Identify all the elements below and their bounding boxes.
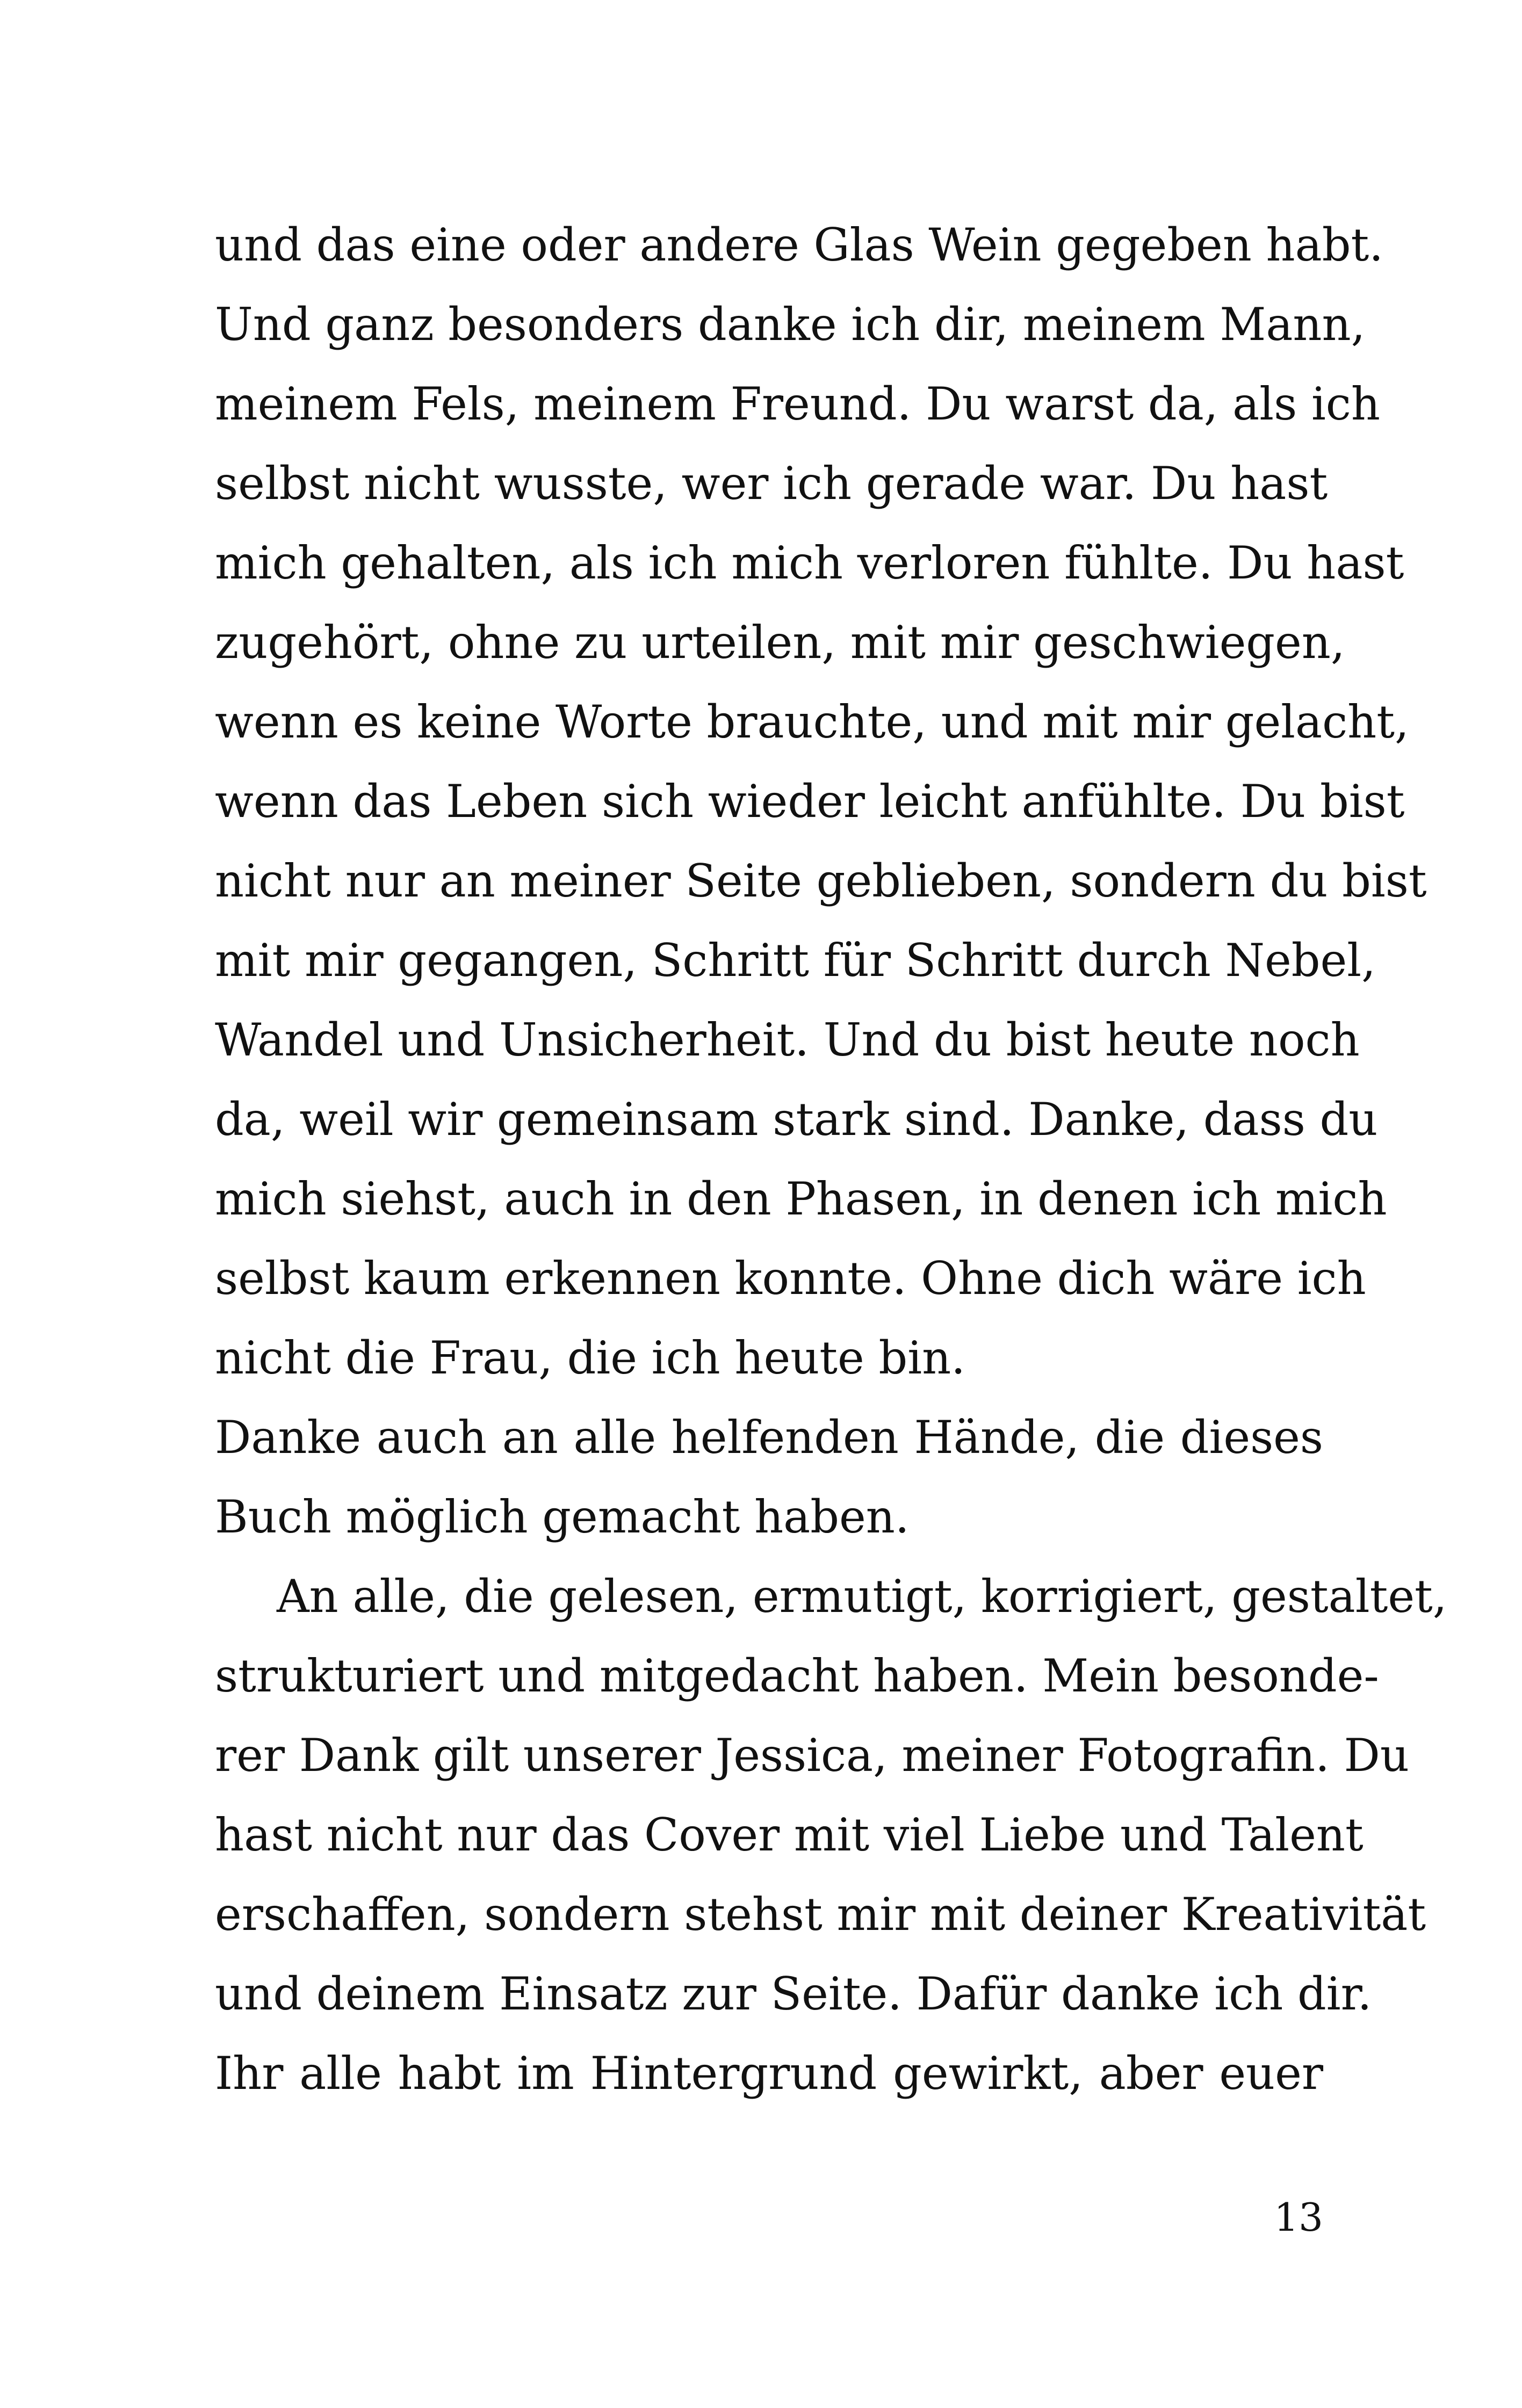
- text-line: zugehört, ohne zu urteilen, mit mir geschwiegen,: [215, 616, 1345, 669]
- text-line: Danke auch an alle helfenden Hände, die dieses: [215, 1411, 1323, 1464]
- text-line: Und ganz besonders danke ich dir, meinem Mann,: [215, 298, 1366, 351]
- text-line: mich siehst, auch in den Phasen, in denen ich mich: [215, 1173, 1387, 1225]
- text-line: An alle, die gelesen, ermutigt, korrigiert, gestaltet,: [277, 1570, 1447, 1623]
- body-text: [215, 205, 1447, 2113]
- text-line: erschaffen, sondern stehst mir mit deiner Kreativität: [215, 1888, 1426, 1941]
- text-line: strukturiert und mitgedacht haben. Mein besonde-: [215, 1650, 1379, 1702]
- text-line: selbst nicht wusste, wer ich gerade war. Du hast: [215, 457, 1328, 510]
- text-line: und das eine oder andere Glas Wein gegeben habt.: [215, 219, 1383, 271]
- text-line: da, weil wir gemeinsam stark sind. Danke, dass du: [215, 1093, 1378, 1146]
- text-line: meinem Fels, meinem Freund. Du warst da, als ich: [215, 378, 1380, 430]
- text-line: und deinem Einsatz zur Seite. Dafür danke ich dir.: [215, 1968, 1372, 2020]
- text-line: wenn das Leben sich wieder leicht anfühlte. Du bist: [215, 775, 1405, 828]
- text-line: nicht nur an meiner Seite geblieben, sondern du bist: [215, 855, 1427, 907]
- text-line: Buch möglich gemacht haben.: [215, 1491, 910, 1543]
- text-line: rer Dank gilt unserer Jessica, meiner Fotografin. Du: [215, 1729, 1410, 1782]
- text-line: mich gehalten, als ich mich verloren fühlte. Du hast: [215, 537, 1404, 589]
- text-line: nicht die Frau, die ich heute bin.: [215, 1332, 965, 1384]
- text-line: Ihr alle habt im Hintergrund gewirkt, aber euer: [215, 2047, 1323, 2100]
- text-line: selbst kaum erkennen konnte. Ohne dich wäre ich: [215, 1252, 1366, 1305]
- page-number: 13: [1274, 2195, 1323, 2240]
- text-line: Wandel und Unsicherheit. Und du bist heute noch: [215, 1014, 1360, 1066]
- text-line: wenn es keine Worte brauchte, und mit mir gelacht,: [215, 696, 1409, 748]
- text-line: mit mir gegangen, Schritt für Schritt durch Nebel,: [215, 934, 1376, 987]
- text-line: hast nicht nur das Cover mit viel Liebe und Talent: [215, 1809, 1364, 1861]
